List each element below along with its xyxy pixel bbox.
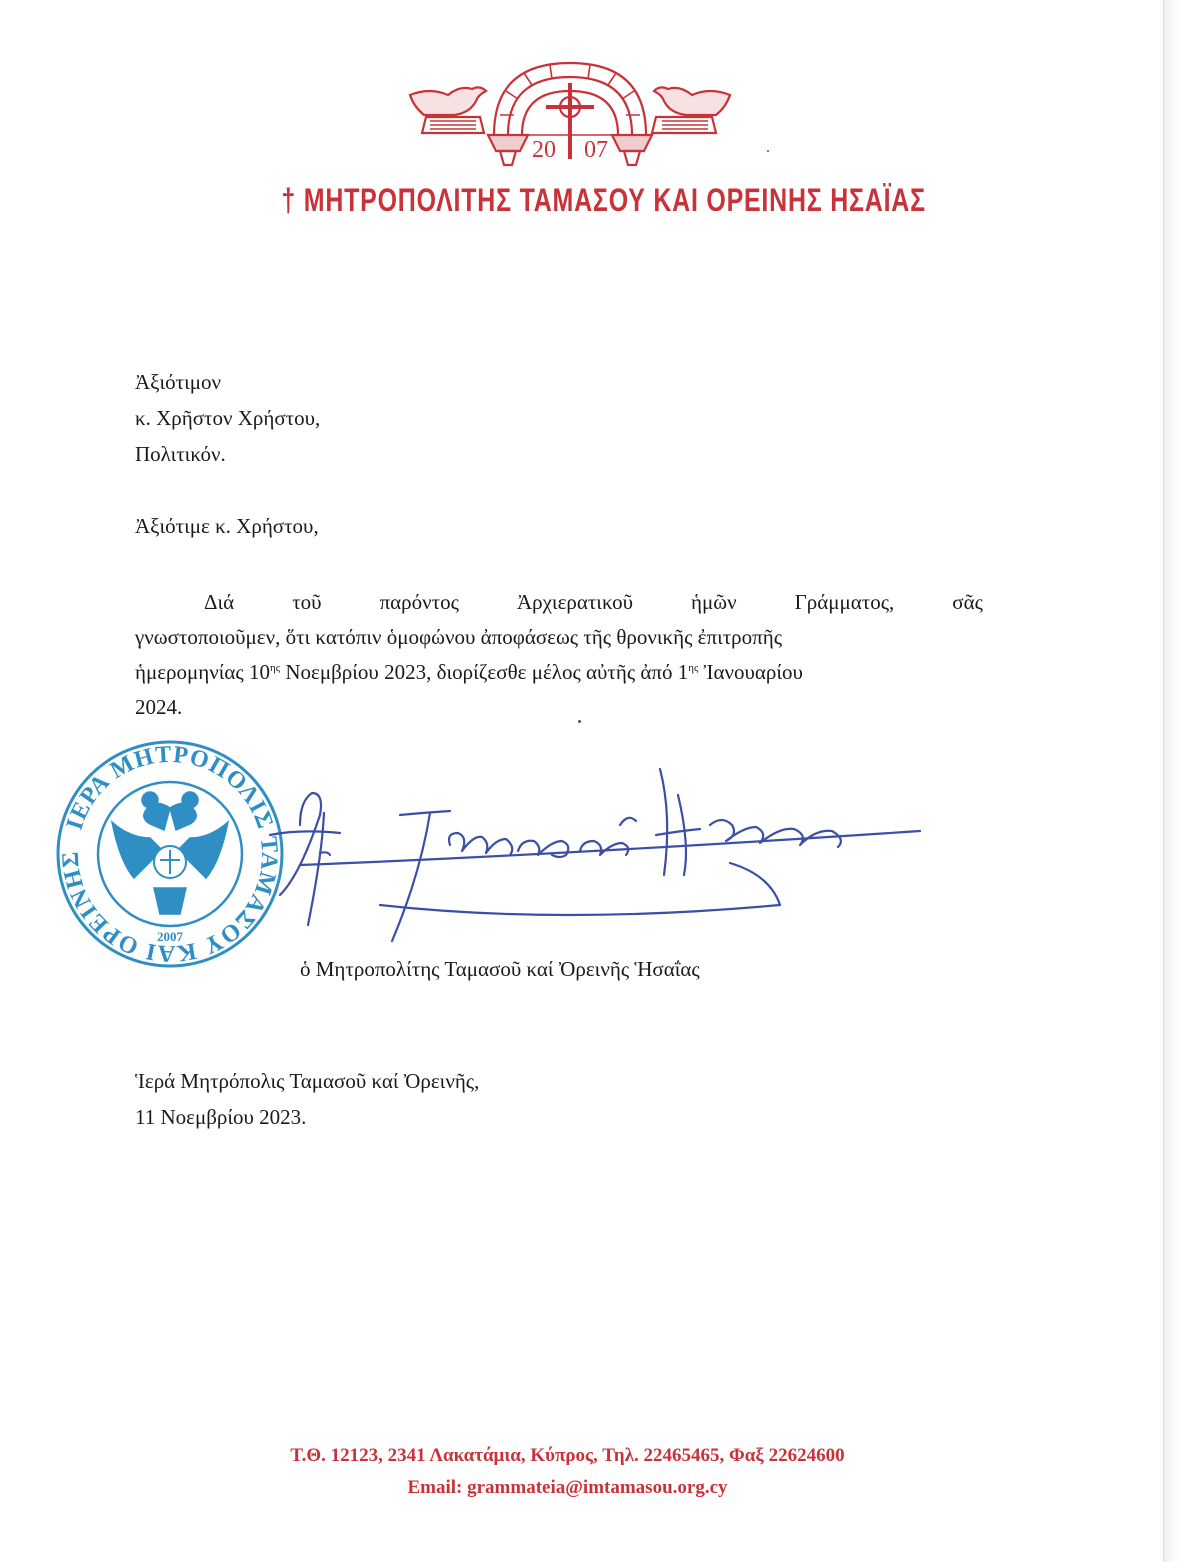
date-line: 11 Νοεμβρίου 2023. <box>135 1105 307 1129</box>
addressee-block <box>135 364 320 472</box>
body-line-4 <box>135 690 983 725</box>
addressee-line-2: κ. Χρῆστον Χρήστου, <box>135 406 321 430</box>
letterhead-title: † ΜΗΤΡΟΠΟΛΙΤΗΣ ΤΑΜΑΣΟΥ ΚΑΙ ΟΡΕΙΝΗΣ ΗΣΑΪΑΣ <box>281 182 926 218</box>
body-word: παρόντος <box>379 590 459 614</box>
body-line-3 <box>135 655 983 690</box>
body-word: Γράμματος, <box>794 590 895 614</box>
emblem-year-right: 07 <box>584 137 608 163</box>
body-line-3-text <box>135 655 803 690</box>
letter-body <box>135 585 983 725</box>
body-line-3-part-a: ἡμερομηνίας 10 <box>135 660 270 684</box>
emblem-year-left: 20 <box>532 137 556 163</box>
body-line-4-text: 2024. <box>135 695 183 719</box>
body-word: Διά <box>204 590 235 614</box>
signatory-name: ὁ Μητροπολίτης Ταμασοῦ καί Ὀρεινῆς Ἡσαΐας <box>300 957 700 981</box>
metropolis-stamp-icon <box>54 738 286 970</box>
page-edge-shadow <box>1163 0 1179 1562</box>
addressee-line-1: Ἀξιότιμον <box>135 370 222 394</box>
body-word: σᾶς <box>952 590 983 614</box>
body-line-1 <box>135 585 983 620</box>
body-word: ἡμῶν <box>691 590 737 614</box>
stamp-ring-text: ΙΕΡΑ ΜΗΤΡΟΠΟΛΙΣ ΤΑΜΑΣΟΥ ΚΑΙ ΟΡΕΙΝΗΣ <box>57 741 283 967</box>
speck-mark <box>767 150 769 152</box>
ordinal-suffix: ης <box>688 662 699 674</box>
stamp-year: 2007 <box>157 929 183 944</box>
speck-mark <box>578 720 581 723</box>
body-line-2 <box>135 620 983 655</box>
letterhead-footer <box>0 1440 1135 1504</box>
letterhead-emblem-icon <box>400 55 740 175</box>
body-line-3-part-b: Νοεμβρίου 2023, διορίζεσθε μέλος αὐτῆς ἀπό 1 <box>280 660 689 684</box>
footer-contact-line: Τ.Θ. 12123, 2341 Λακατάμια, Κύπρος, Τηλ. 22465465, Φαξ 22624600 <box>290 1445 845 1466</box>
body-line-2-text: γνωστοποιοῦμεν, ὅτι κατόπιν ὁμοφώνου ἀποφάσεως τῆς θρονικῆς ἐπιτροπῆς <box>135 625 783 649</box>
salutation: Ἀξιότιμε κ. Χρήστου, <box>135 514 319 538</box>
footer-email-line: Email: grammateia@imtamasou.org.cy <box>407 1477 728 1498</box>
handwritten-signature-icon <box>260 755 940 945</box>
place-line: Ἱερά Μητρόπολις Ταμασοῦ καί Ὀρεινῆς, <box>135 1069 480 1093</box>
body-word: Ἀρχιερατικοῦ <box>516 590 633 614</box>
body-line-3-part-c: Ἰανουαρίου <box>698 660 803 684</box>
addressee-line-3: Πολιτικόν. <box>135 442 226 466</box>
body-word: τοῦ <box>292 590 322 614</box>
place-date-block <box>135 1063 479 1135</box>
ordinal-suffix: ης <box>270 662 281 674</box>
